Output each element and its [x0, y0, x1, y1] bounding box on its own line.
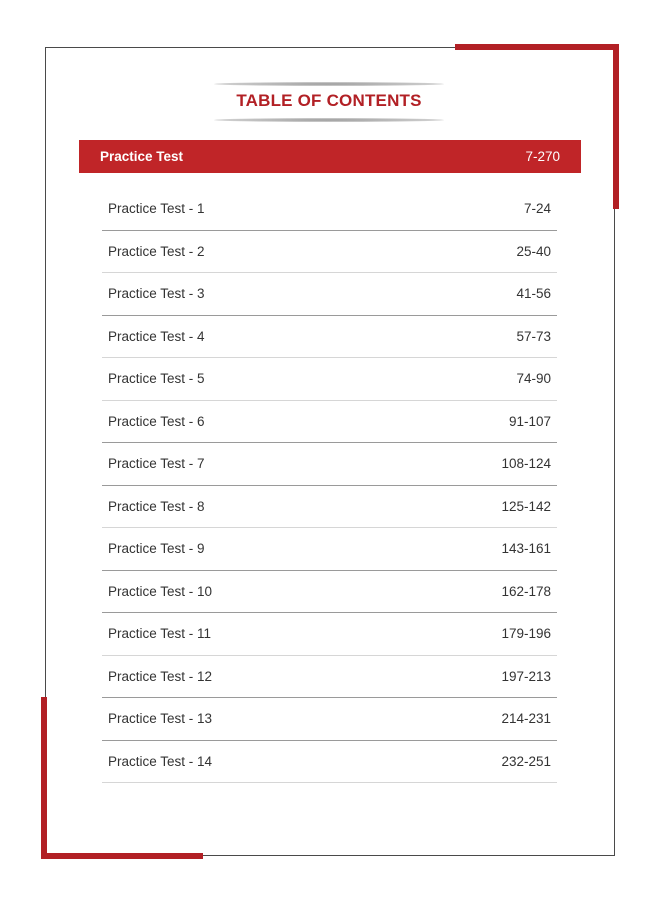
toc-entry-pages: 57-73 — [516, 328, 551, 344]
toc-entry-label: Practice Test - 1 — [108, 201, 205, 217]
toc-list — [102, 188, 557, 783]
toc-entry-label: Practice Test - 11 — [108, 626, 212, 642]
toc-entry[interactable] — [102, 443, 557, 486]
toc-entry-label: Practice Test - 3 — [108, 286, 205, 302]
toc-entry-label: Practice Test - 9 — [108, 541, 205, 557]
toc-entry-label: Practice Test - 4 — [108, 328, 205, 344]
toc-entry[interactable] — [102, 656, 557, 699]
section-title: Practice Test — [100, 149, 184, 164]
toc-entry-label: Practice Test - 14 — [108, 753, 213, 769]
toc-entry[interactable] — [102, 358, 557, 401]
page-title: TABLE OF CONTENTS — [236, 91, 422, 110]
toc-entry-pages: 214-231 — [501, 711, 551, 727]
title-banner — [214, 82, 444, 122]
toc-entry-pages: 108-124 — [501, 456, 551, 472]
toc-entry[interactable] — [102, 571, 557, 614]
toc-entry-pages: 162-178 — [501, 583, 551, 599]
corner-accent-left-side — [41, 697, 47, 859]
title-rule-bottom — [214, 118, 444, 122]
toc-entry[interactable] — [102, 273, 557, 316]
toc-entry-pages: 125-142 — [501, 498, 551, 514]
toc-entry[interactable] — [102, 613, 557, 656]
toc-entry[interactable] — [102, 486, 557, 529]
toc-entry[interactable] — [102, 401, 557, 444]
toc-entry[interactable] — [102, 528, 557, 571]
toc-entry-pages: 41-56 — [516, 286, 551, 302]
toc-entry-pages: 143-161 — [501, 541, 551, 557]
toc-entry-label: Practice Test - 10 — [108, 583, 213, 599]
title-rule-top — [214, 82, 444, 86]
toc-entry-label: Practice Test - 13 — [108, 711, 213, 727]
toc-entry-label: Practice Test - 5 — [108, 371, 205, 387]
toc-entry-label: Practice Test - 6 — [108, 413, 205, 429]
toc-entry[interactable] — [102, 231, 557, 274]
toc-entry-pages: 7-24 — [523, 201, 551, 217]
section-page-range: 7-270 — [525, 149, 560, 164]
toc-entry-pages: 232-251 — [501, 753, 551, 769]
toc-entry[interactable] — [102, 316, 557, 359]
toc-entry[interactable] — [102, 188, 557, 231]
toc-entry[interactable] — [102, 698, 557, 741]
corner-accent-top-right — [455, 44, 619, 50]
corner-accent-bottom-left — [41, 853, 203, 859]
section-header[interactable] — [79, 140, 581, 173]
corner-accent-right-side — [613, 44, 619, 209]
toc-entry-label: Practice Test - 8 — [108, 498, 205, 514]
toc-entry[interactable] — [102, 741, 557, 784]
toc-entry-pages: 91-107 — [508, 413, 551, 429]
toc-entry-label: Practice Test - 2 — [108, 243, 205, 259]
toc-entry-label: Practice Test - 7 — [108, 456, 205, 472]
toc-entry-pages: 74-90 — [516, 371, 551, 387]
toc-entry-pages: 25-40 — [516, 243, 551, 259]
toc-entry-pages: 179-196 — [501, 626, 551, 642]
toc-entry-label: Practice Test - 12 — [108, 668, 213, 684]
toc-entry-pages: 197-213 — [501, 668, 551, 684]
